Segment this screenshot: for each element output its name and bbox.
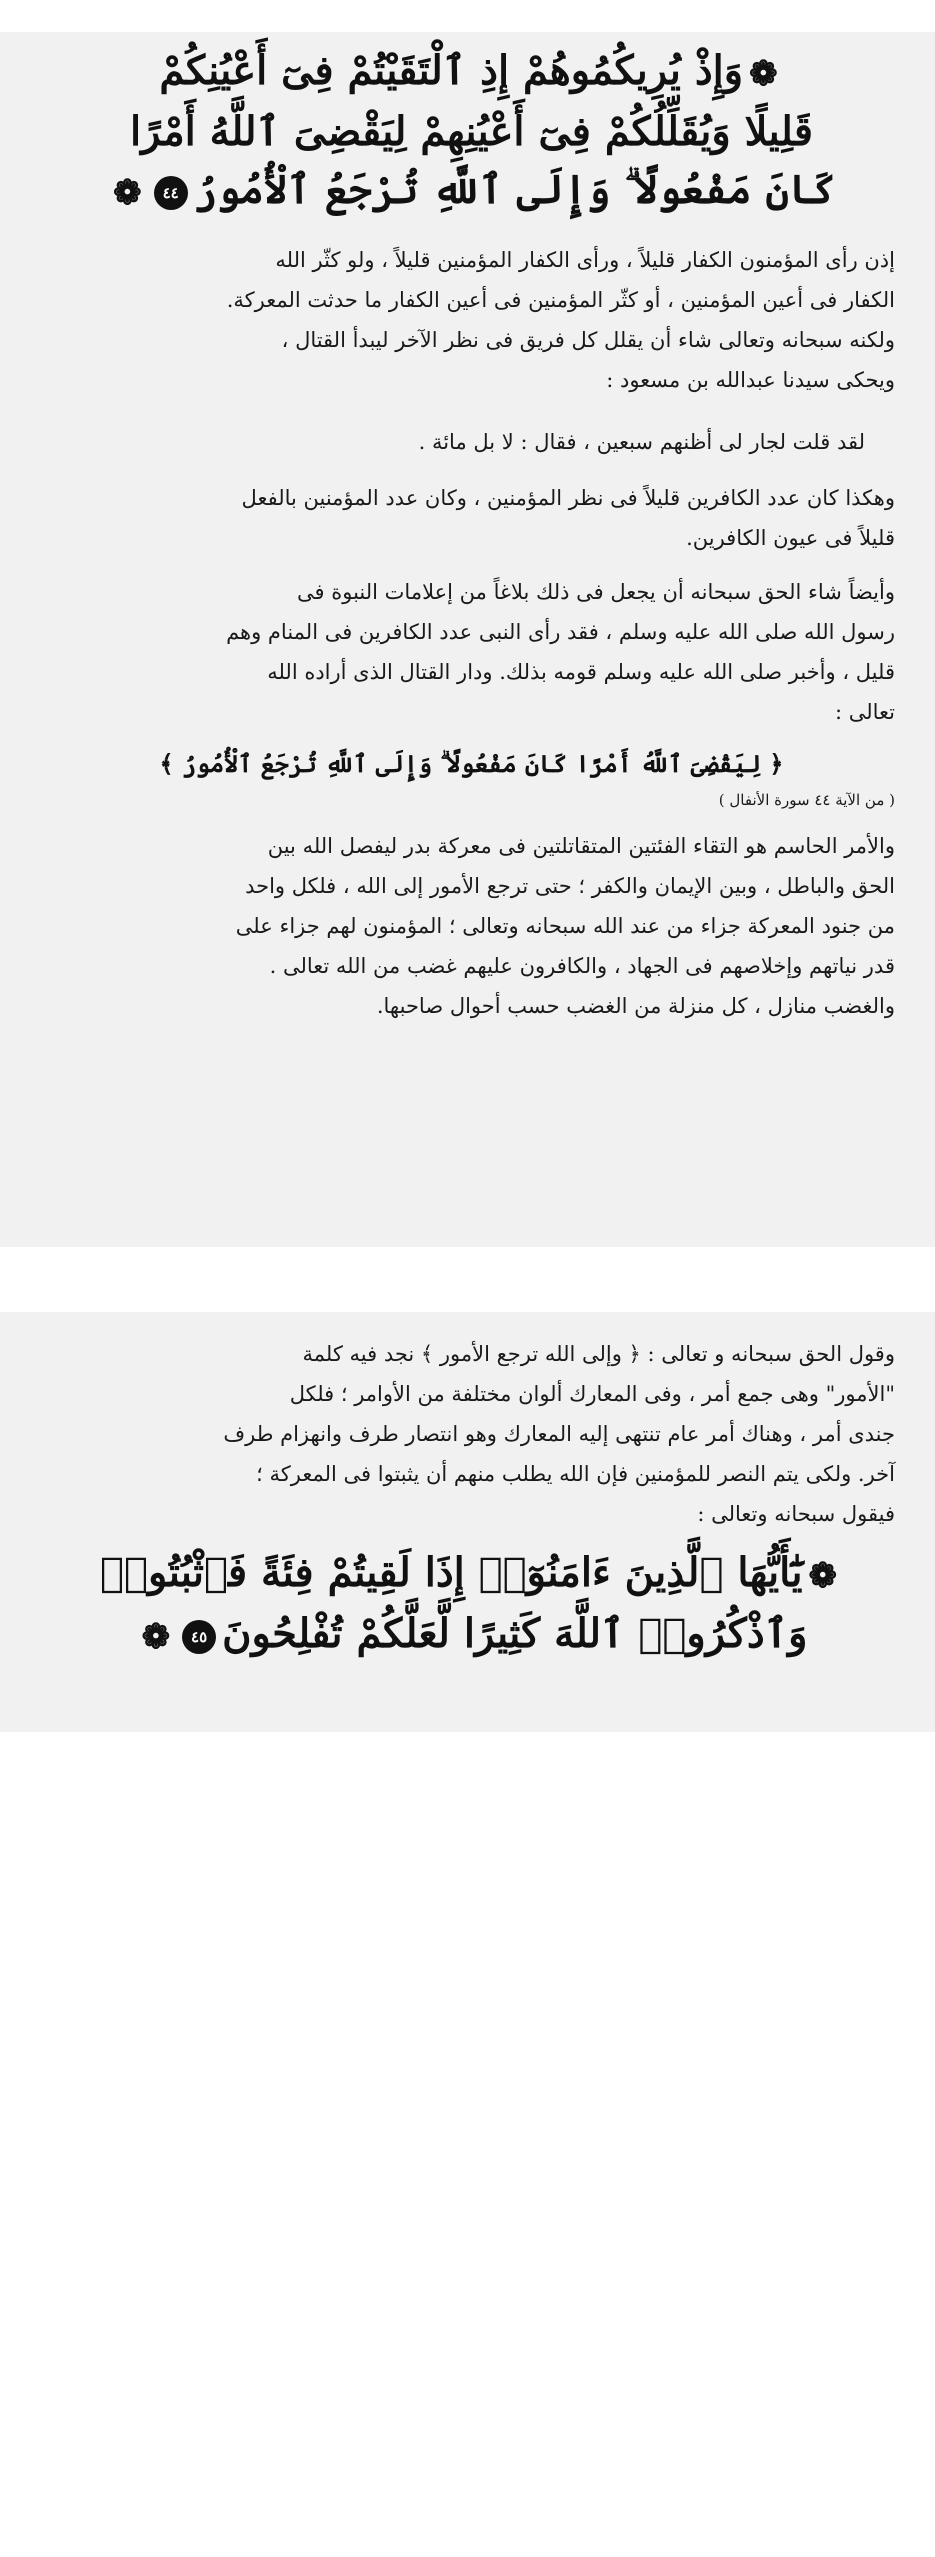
text-line: قدر نياتهم وإخلاصهم فى الجهاد ، والكافرون عليهم غضب من الله تعالى . — [269, 954, 895, 978]
text-line: جندى أمر ، وهناك أمر عام تنتهى إليه المعارك وهو انتصار طرف وانهزام طرف — [223, 1422, 895, 1446]
scan-block-bottom — [0, 1312, 935, 1732]
quote-paragraph — [48, 422, 895, 462]
commentary-paragraph — [48, 1312, 895, 1534]
text-line: ولكنه سبحانه وتعالى شاء أن يقلل كل فريق فى نظر الآخر ليبدأ القتال ، — [281, 328, 895, 352]
text-line: من جنود المعركة جزاء من عند الله سبحانه وتعالى ؛ المؤمنون لهم جزاء على — [235, 914, 895, 938]
text-line: ويحكى سيدنا عبدالله بن مسعود : — [606, 368, 895, 392]
scan-block-top — [0, 32, 935, 1247]
quran-verse-45 — [48, 1544, 895, 1666]
verse-ornament-icon: ❁ — [141, 1617, 171, 1657]
verse-reference: ( من الآية ٤٤ سورة الأنفال ) — [718, 791, 895, 809]
commentary-paragraph — [48, 240, 895, 400]
verse-line — [48, 42, 895, 103]
verse-text: يَٰٓأَيُّهَا ٱلَّذِينَ ءَامَنُوٓا۟ إِذَا لَقِيتُمْ فِئَةً فَٱثْبُتُوا۟ — [100, 1549, 803, 1596]
text-line: آخر. ولكى يتم النصر للمؤمنين فإن الله يطلب منهم أن يثبتوا فى المعركة ؛ — [256, 1462, 895, 1486]
verse-line: قَلِيلًا وَيُقَلِّلُكُمْ فِىٓ أَعْيُنِهِمْ لِيَقْضِىَ ٱللَّهُ أَمْرًا — [130, 108, 813, 155]
text-line: إذن رأى المؤمنون الكفار قليلاً ، ورأى الكفار المؤمنين قليلاً ، ولو كثّر الله — [275, 248, 895, 272]
verse-text: وَإِذْ يُرِيكُمُوهُمْ إِذِ ٱلْتَقَيْتُمْ فِىٓ أَعْيُنِكُمْ — [159, 47, 744, 94]
quran-verse-44 — [48, 32, 895, 222]
verse-line — [48, 161, 895, 222]
verse-text: كَانَ مَفْعُولًا ۗ وَإِلَى ٱللَّهِ تُرْجَعُ ٱلْأُمُورُ — [193, 166, 836, 213]
text-line: تعالى : — [834, 700, 895, 724]
verse-text: وَٱذْكُرُوا۟ ٱللَّهَ كَثِيرًا لَّعَلَّكُمْ تُفْلِحُونَ — [222, 1610, 808, 1657]
text-line: "الأمور" وهى جمع أمر ، وفى المعارك ألوان مختلفة من الأوامر ؛ فلكل — [289, 1382, 895, 1406]
text-line: الحق والباطل ، وبين الإيمان والكفر ؛ حتى ترجع الأمور إلى الله ، فلكل واحد — [245, 874, 895, 898]
text-line: وقول الحق سبحانه و تعالى : ﴿ وإلى الله ترجع الأمور ﴾ نجد فيه كلمة — [302, 1342, 895, 1366]
ayah-number-badge: ٤٤ — [154, 176, 188, 210]
text-line: والغضب منازل ، كل منزلة من الغضب حسب أحوال صاحبها. — [376, 994, 895, 1018]
verse-ornament-icon: ❁ — [113, 173, 142, 213]
text-line: رسول الله صلى الله عليه وسلم ، فقد رأى النبى عدد الكافرين فى المنام وهم — [226, 620, 895, 644]
text-line: قليل ، وأخبر صلى الله عليه وسلم قومه بذلك. ودار القتال الذى أراده الله — [267, 660, 895, 684]
text-line: وأيضاً شاء الحق سبحانه أن يجعل فى ذلك بلاغاً من إعلامات النبوة فى — [297, 580, 895, 604]
inline-verse: ﴿ لِيَقْضِىَ ٱللَّهُ أَمْرًا كَانَ مَفْعُولًا ۗ وَإِلَى ٱللَّهِ تُرْجَعُ ٱلْأُمُورُ ﴾ — [159, 749, 784, 778]
text-line: والأمر الحاسم هو التقاء الفئتين المتقاتلتين فى معركة بدر ليفصل الله بين — [267, 834, 895, 858]
text-line: الكفار فى أعين المؤمنين ، أو كثّر المؤمنين فى أعين الكفار ما حدثت المعركة. — [226, 288, 895, 312]
ayah-number-badge: ٤٥ — [182, 1620, 216, 1654]
text-line: وهكذا كان عدد الكافرين قليلاً فى نظر المؤمنين ، وكان عدد المؤمنين بالفعل — [241, 486, 895, 510]
text-line: لقد قلت لجار لى أظنهم سبعين ، فقال : لا بل مائة . — [418, 430, 865, 454]
text-line: قليلاً فى عيون الكافرين. — [686, 526, 895, 550]
commentary-paragraph — [48, 826, 895, 1026]
verse-ornament-icon: ❁ — [808, 1556, 837, 1596]
text-line: فيقول سبحانه وتعالى : — [697, 1502, 895, 1526]
commentary-paragraph — [48, 572, 895, 732]
verse-line — [48, 1544, 895, 1605]
verse-ornament-icon: ❁ — [749, 54, 778, 94]
commentary-paragraph — [48, 478, 895, 558]
verse-line — [48, 1605, 895, 1666]
